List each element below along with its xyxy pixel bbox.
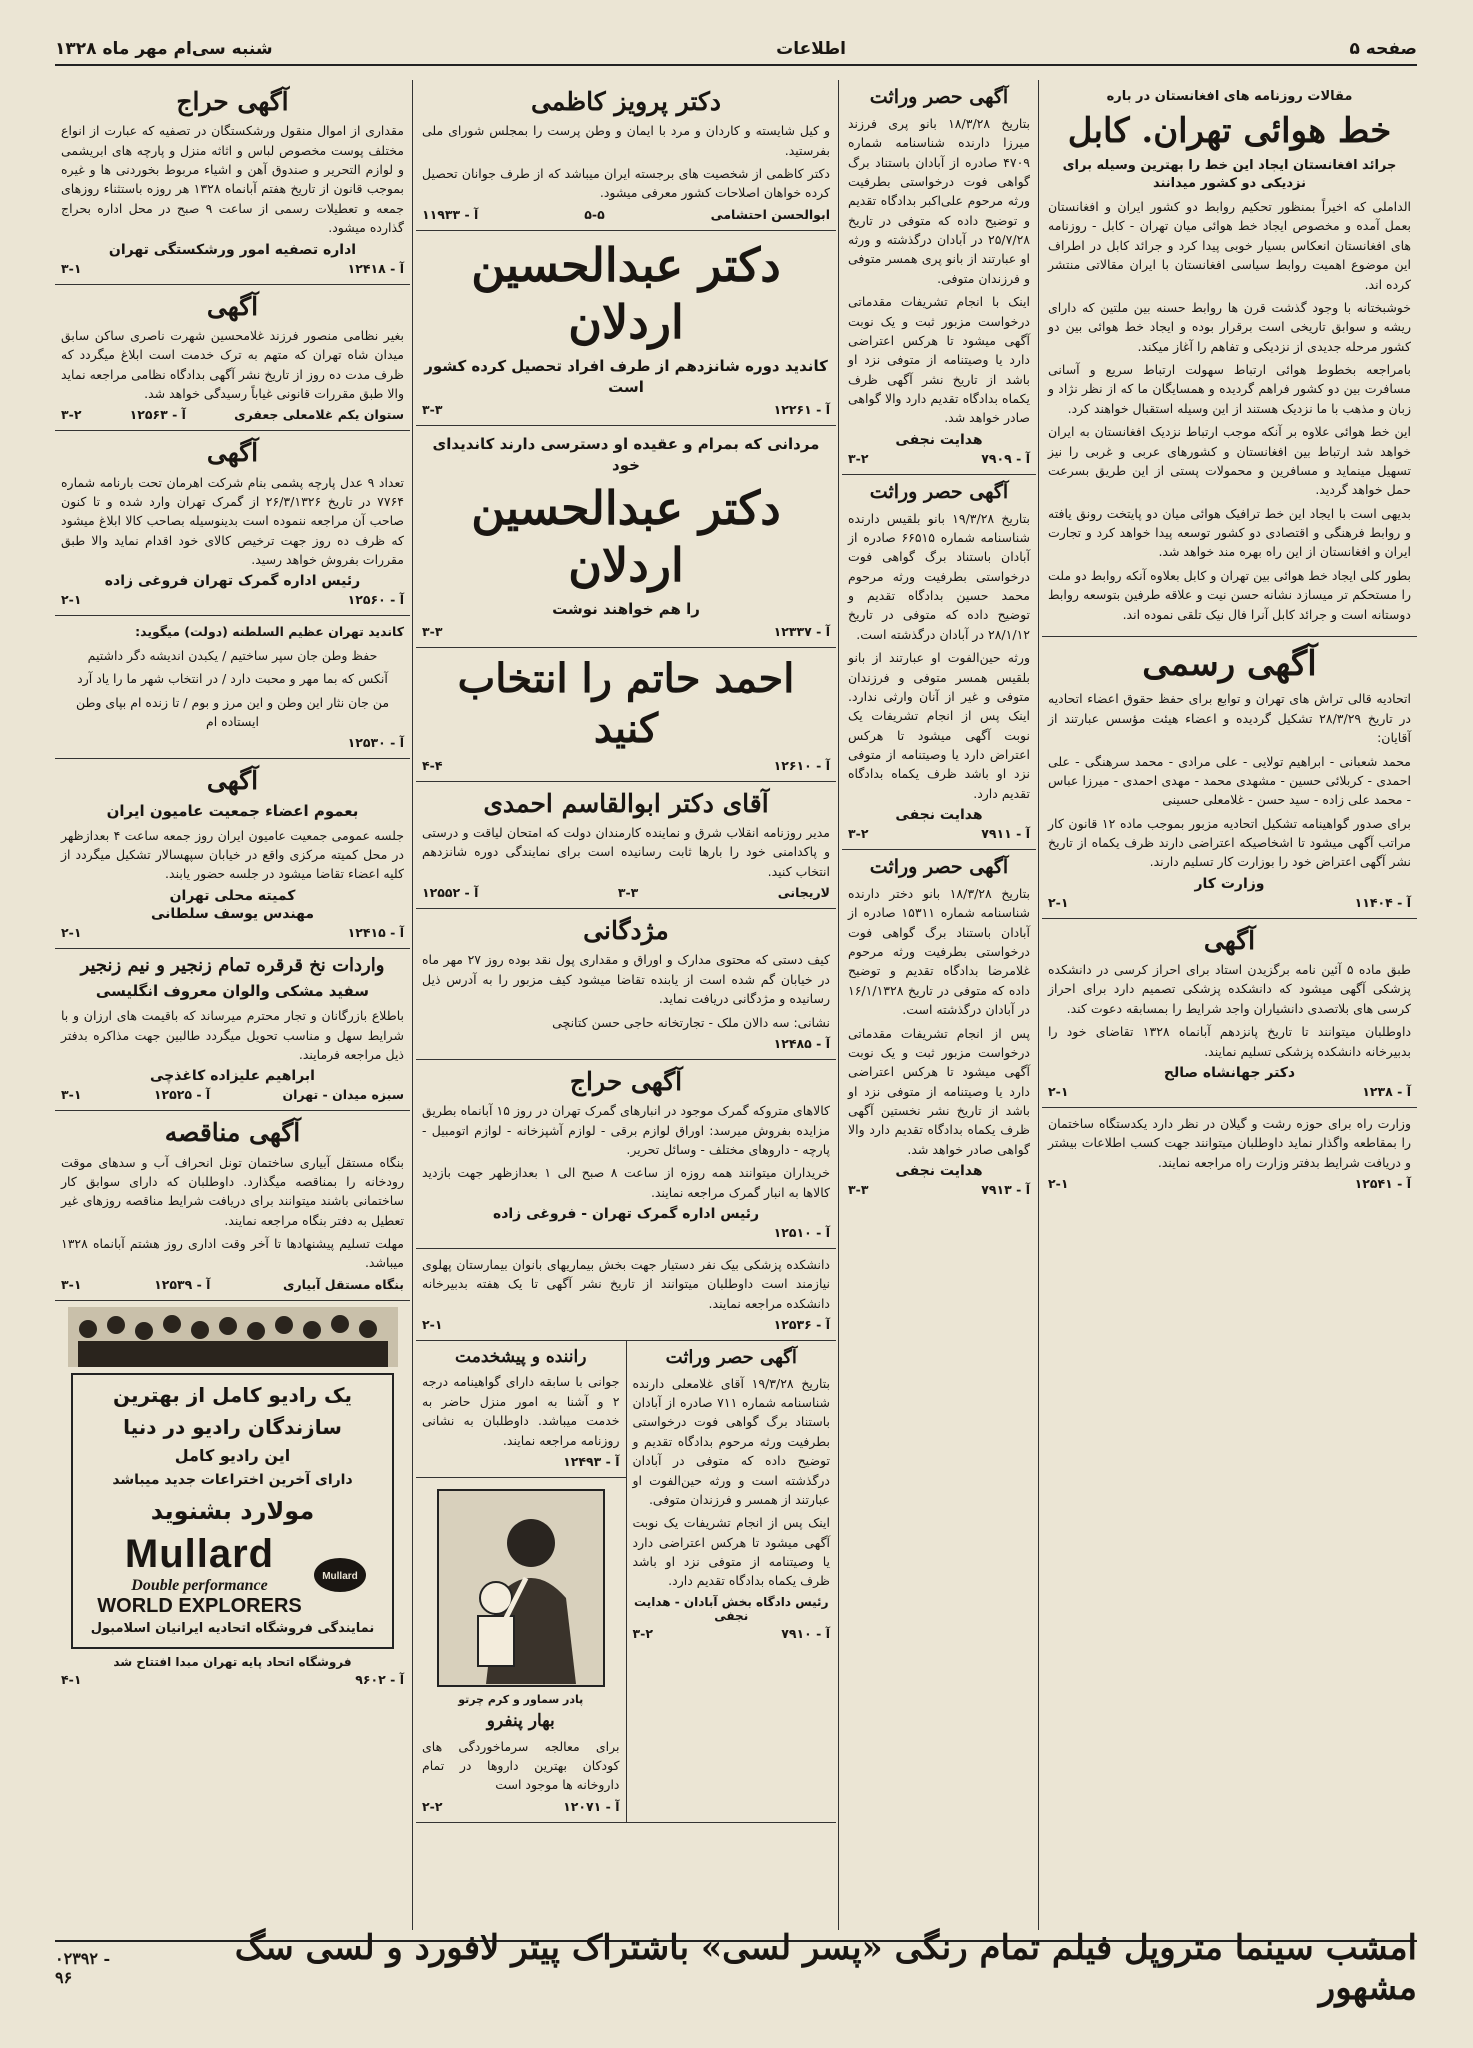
ad-mullard-radio bbox=[55, 1301, 410, 1695]
ad-code: آ - ۱۲۴۹۳ bbox=[563, 1453, 620, 1469]
ad-code: آ - ۱۲۵۴۱ bbox=[1354, 1176, 1411, 1192]
article-paragraph: بامراجعه بخطوط هوائی ارتباط سهولت ارتباط سریع و آسانی مسافرت بین دو کشور فراهم گردیده و همسایگان ما که از نظر نژاد و زبان و مذهب با ما نزدیک هستند از این وسیله استقبال خواهند کرد. bbox=[1048, 362, 1411, 416]
article-airline bbox=[1042, 80, 1417, 637]
ad-title: آگهی bbox=[206, 766, 259, 796]
ad-paragraph: برای معالجه سرماخوردگی های کودکان بهترین داروها در تمام داروخانه ها موجود است bbox=[422, 1738, 620, 1793]
ad-run: ۲-۱ bbox=[1048, 1083, 1069, 1099]
ad-intro: مردانی که بمرام و عقیده او دسترسی دارند کاندیدای خود bbox=[432, 434, 820, 474]
ad-code: آ - ۱۲۵۳۹ bbox=[154, 1276, 211, 1292]
ad-code: آ - ۱۱۹۳۳ bbox=[422, 206, 479, 222]
column-left bbox=[55, 80, 410, 1930]
ad-paragraph: بتاریخ ۱۹/۳/۲۸ آقای غلامعلی دارنده شناسنامه شماره ۷۱۱ صادره از آبادان باستناد برگ گواهی فوت درخواستی بطرفیت ورثه مرحوم بدادگاه تقدیم و توضیح داده که متوفی در آبادان درگذشته است و ورثه حین‌الفوت او عبارتند از همسر و فرزندان متوفی. bbox=[632, 1375, 830, 1507]
ad-title: آگهی bbox=[206, 291, 259, 321]
ad-signature: بنگاه مستقل آبیاری bbox=[283, 1276, 404, 1292]
ad-hatam bbox=[416, 648, 836, 782]
ad-signature: رئیس دادگاه بخش آبادان - هدایت نجفی bbox=[634, 1594, 829, 1623]
ad-run: ۳-۳ bbox=[617, 885, 639, 901]
column-right bbox=[1042, 80, 1417, 1930]
ad-kazemi bbox=[416, 80, 836, 231]
ad-title: واردات نخ قرقره تمام زنجیر و نیم زنجیر bbox=[80, 954, 385, 976]
ad-customs bbox=[55, 431, 410, 616]
date-line: شنبه سی‌ام مهر ماه ۱۳۲۸ bbox=[55, 39, 273, 59]
ad-title: راننده و پیشخدمت bbox=[455, 1347, 587, 1368]
article-paragraph: خوشبختانه با وجود گذشت قرن ها روابط حسنه بین ملتین که دارای ریشه و سوابق تاریخی است برقرار بوده و ایجاد خط هوائی بین دو کشور مرحله جدیدی از نزدیکی و تفاهم را آغاز میکند. bbox=[1048, 299, 1411, 354]
ad-run: ۳-۱ bbox=[61, 1276, 82, 1292]
ad-title: دکتر عبدالحسین اردلان bbox=[471, 237, 781, 350]
ad-poem bbox=[55, 616, 410, 759]
ad-code: آ - ۱۲۳۳۷ bbox=[773, 623, 830, 639]
mullard-logo-icon bbox=[312, 1555, 368, 1595]
ad-issuer: وزارت کار bbox=[1194, 875, 1265, 892]
ad-signature: دکتر جهانشاه صالح bbox=[1163, 1064, 1296, 1081]
ad-title: آگهی حصر وراثت bbox=[869, 86, 1009, 108]
split-left bbox=[416, 1341, 626, 1822]
ad-meta bbox=[422, 1317, 830, 1332]
ad-title: آگهی مناقصه bbox=[164, 1118, 301, 1148]
ad-paragraph: وزارت راه برای حوزه رشت و گیلان در نظر دارد یکدستگاه ساختمان را بمقاطعه واگذار نماید داوطلبان میتوانند جهت کسب اطلاعات بیشتر و دریافت شرایط بدفتر وزارت راه مراجعه نمایند. bbox=[1048, 1115, 1411, 1170]
ad-meta bbox=[848, 1182, 1030, 1197]
ad-ahmadi bbox=[416, 782, 836, 909]
ad-verse: من جان نثار این وطن و این مرز و بوم / تا زنده ام بپای وطن ایستاده ام bbox=[75, 694, 390, 729]
ad-paragraph: پس از انجام تشریفات مقدماتی درخواست مزبور ثبت و یک نوبت آگهی میشود تا هرکس اعتراضی دارد یا وصیتنامه از متوفی نزد او باشد از تاریخ نشر نخستین آگهی ظرف یکماه بدادگاه تقدیم دارد والا گواهی صادر خواهد شد. bbox=[848, 1025, 1030, 1157]
ad-code: آ - ۱۱۴۰۴ bbox=[1354, 894, 1411, 910]
ad-run: ۳-۳ bbox=[422, 401, 443, 417]
ad-code: آ - ۱۲۵۶۳ bbox=[129, 407, 186, 423]
page-header bbox=[55, 34, 1417, 66]
ad-inheritance-1 bbox=[842, 80, 1036, 475]
mullard-series: WORLD EXPLORERS bbox=[97, 1595, 302, 1618]
mullard-panel bbox=[71, 1373, 394, 1649]
ad-paragraph: کاندید تهران عظیم السلطنه (دولت) میگوید: bbox=[135, 624, 404, 640]
ad-meta bbox=[61, 735, 404, 750]
ad-title: آگهی رسمی bbox=[1142, 643, 1317, 684]
ad-meta bbox=[422, 1225, 830, 1240]
ad-caption: پادر سماور و کرم چرتو bbox=[458, 1692, 584, 1706]
ad-meta bbox=[1048, 895, 1411, 910]
cinema-banner-code: ۰۲۳۹۲ - ۹۶ bbox=[55, 1949, 111, 1987]
ad-meta bbox=[61, 407, 404, 422]
article-paragraph: الداملی که اخیراً بمنظور تحکیم روابط دو کشور ایران و افغانستان بعمل آمده و مخصوص ایجاد خط هوائی میان تهران - کابل - روزنامه های افغانستان انعکاس بسیار خوبی پیدا کرد و جرائد کابل در اطراف این موضوع اهمیت روابط سیاسی افغانستان با ایران مقالاتی منتشر کرده اند. bbox=[1048, 199, 1411, 292]
crowd-illustration bbox=[61, 1307, 404, 1367]
page-label: صفحه ۵ bbox=[1349, 39, 1417, 59]
ad-code: آ - ۱۲۵۵۲ bbox=[422, 885, 479, 901]
mullard-brand-row bbox=[77, 1532, 388, 1618]
ad-code: آ - ۷۹۱۳ bbox=[981, 1182, 1030, 1198]
ad-code: آ - ۱۲۲۶۱ bbox=[773, 401, 830, 417]
ad-meta bbox=[61, 1277, 404, 1292]
ad-subtitle: سفید مشکی والوان معروف انگلیسی bbox=[95, 982, 370, 1001]
ad-run: ۳-۱ bbox=[61, 260, 82, 276]
ad-run: ۴-۴ bbox=[422, 757, 443, 773]
ad-title: آگهی bbox=[1203, 925, 1256, 955]
ad-driver bbox=[416, 1341, 626, 1478]
ad-run: ۴-۱ bbox=[61, 1671, 82, 1687]
mullard-line: این رادیو کامل bbox=[174, 1445, 291, 1465]
mullard-line: دارای آخرین اختراعات جدید میباشد bbox=[112, 1472, 353, 1489]
ad-meta bbox=[1048, 1176, 1411, 1191]
ad-meta bbox=[422, 624, 830, 639]
ad-title: آگهی bbox=[206, 438, 259, 468]
ad-meta bbox=[422, 1799, 620, 1814]
ad-signature: ستوان یکم غلامعلی جعفری bbox=[234, 407, 404, 423]
ad-paragraph: اینک پس از انجام تشریفات یک نوبت آگهی میشود تا هرکس اعتراضی دارد یا وصیتنامه از متوفی نزد او باشد ظرف یکماه بدادگاه تقدیم دارد. bbox=[632, 1515, 830, 1589]
article-title: خط هوائی تهران. کابل bbox=[1067, 111, 1392, 152]
ad-subtitle: کاندید دوره شانزدهم از طرف افراد تحصیل کرده کشور است bbox=[424, 356, 828, 396]
ad-medical-assistant bbox=[416, 1249, 836, 1341]
mullard-tagline: Double performance bbox=[131, 1577, 268, 1595]
ad-paragraph: خریداران میتوانند همه روزه از ساعت ۸ صبح الی ۱ بعدازظهر جهت بازدید کالاها به انبار گمرک مراجعه نمایند. bbox=[422, 1165, 830, 1200]
ad-inheritance-3 bbox=[842, 850, 1036, 1205]
mullard-agent: نمایندگی فروشگاه اتحادیه ایرانیان اسلامبول bbox=[90, 1621, 375, 1637]
column-rule bbox=[1038, 80, 1039, 1930]
ad-paragraph: مقداری از اموال منقول ورشکستگان در تصفیه که عبارت از انواع مختلف پوست مخصوص لباس و اثاثه منزل و پارچه های ابریشمی و لوازم التحریر و صندوق آهن و اشیاء مربوط بخوردنی ها و غیره بموجب قانون از تاریخ هفتم آبانماه ۱۳۲۸ هر روزه باستثناء روزهای جمعه و تعطیلات رسمی از ساعت ۹ صبح در محل اداره بحراج گذارده میشود. bbox=[61, 123, 404, 236]
article-paragraph: بدیهی است با ایجاد این خط ترافیک هوائی میان دو پایتخت رونق یافته و روابط فرهنگی و اقتصادی دو کشور توسعه پیدا خواهد کرد و تجارت ایران و افغانستان از این راه بهره مند خواهد شد. bbox=[1048, 505, 1411, 560]
ad-meta bbox=[848, 451, 1030, 466]
ad-meta bbox=[422, 207, 830, 222]
ad-signature: رئیس اداره گمرک تهران فروغی زاده bbox=[104, 573, 361, 590]
mullard-brand: Mullard bbox=[124, 1532, 275, 1577]
ad-run: ۲-۱ bbox=[422, 1317, 443, 1333]
ad-signature: ابوالحسن احتشامی bbox=[710, 206, 830, 222]
ad-ardalan-1 bbox=[416, 231, 836, 426]
ad-paragraph: ورثه حین‌الفوت او عبارتند از بانو بلقیس همسر متوفی و فرزندان متوفی و غیر از آنان وارثی ندارد. اینک پس از انجام تشریفات یک نوبت آگهی میشود تا هرکس اعتراض دارد یا وصیتنامه از متوفی نزد او باشد ظرف یکماه بدادگاه تقدیم دارد. bbox=[848, 650, 1030, 801]
ad-paragraph: نشانی: سه دالان ملک - تجارتخانه حاجی حسن کتانچی bbox=[552, 1014, 830, 1030]
ad-meta bbox=[1048, 1084, 1411, 1099]
ad-run: ۲-۲ bbox=[422, 1798, 443, 1814]
column-middle-right bbox=[842, 80, 1036, 1930]
ad-paragraph: بتاریخ ۱۸/۳/۲۸ بانو دختر دارنده شناسنامه شماره ۱۵۳۱۱ صادره از آبادان باستناد برگ گواهی فوت درخواستی بطرفیت ورثه مرحوم غلامرضا بدادگاه تقدیم و توضیح داده که متوفی در تاریخ ۱۶/۱/۱۳۲۸ در آبادان درگذشته است. bbox=[848, 885, 1030, 1018]
ad-meta bbox=[422, 885, 830, 900]
mullard-shop: فروشگاه اتحاد پایه تهران مبدا افتتاح شد bbox=[113, 1654, 352, 1669]
ad-signature: اداره تصفیه امور ورشکستگی تهران bbox=[108, 241, 357, 258]
ad-sub-signature: سبزه میدان - تهران bbox=[282, 1087, 404, 1103]
ad-title: آقای دکتر ابوالقاسم احمدی bbox=[483, 788, 769, 818]
ad-code: آ - ۱۲۴۸۵ bbox=[773, 1035, 830, 1051]
ad-run: ۳-۳ bbox=[848, 1182, 869, 1198]
ad-paragraph: طبق ماده ۵ آئین نامه برگزیدن استاد برای احراز کرسی در دانشکده پزشکی آگهی میشود که دانشکده پزشکی تصمیم دارد برای احراز کرسی های بلاتصدی دانشیاران واجد شرایط را بمسابقه دعوت کند. bbox=[1048, 962, 1411, 1016]
ad-reward bbox=[416, 909, 836, 1060]
ad-meta bbox=[422, 1454, 620, 1469]
ad-title: دکتر پرویز کاظمی bbox=[530, 87, 722, 116]
ad-title: آگهی حصر وراثت bbox=[869, 856, 1009, 879]
ad-code: آ - ۹۶۰۲ bbox=[355, 1671, 404, 1687]
ad-meta bbox=[61, 1087, 404, 1102]
ad-run: ۳-۳ bbox=[422, 623, 443, 639]
mother-child-illustration bbox=[422, 1488, 620, 1688]
ad-signature: رئیس اداره گمرک تهران - فروغی زاده bbox=[492, 1206, 760, 1222]
ad-meta bbox=[61, 925, 404, 940]
mullard-fa-brand: مولارد بشنوید bbox=[150, 1496, 315, 1525]
ad-title: احمد حاتم را انتخاب کنید bbox=[457, 654, 795, 752]
ad-code: آ - ۷۹۰۹ bbox=[981, 450, 1030, 466]
ad-code: آ - ۱۲۵۶۰ bbox=[347, 592, 404, 608]
ad-code: آ - ۷۹۱۰ bbox=[781, 1625, 830, 1641]
ad-title: دکتر عبدالحسین اردلان bbox=[471, 480, 781, 593]
ad-tender bbox=[55, 1111, 410, 1301]
ad-paragraph: اینک با انجام تشریفات مقدماتی درخواست مزبور ثبت و یک نوبت آگهی میشود تا هرکس اعتراضی دارد یا وصیتنامه از متوفی نزد او باشد از تاریخ نشر آگهی ظرف یکماه بدادگاه تقدیم دارد والا گواهی صادر خواهد شد. bbox=[848, 294, 1030, 426]
ad-paragraph: جوانی با سابقه دارای گواهینامه درجه ۲ و آشنا به امور منزل حاضر به خدمت میباشد. داوطلبان به نشانی روزنامه مراجعه نمایند. bbox=[422, 1374, 620, 1448]
ad-signature: مهندس یوسف سلطانی bbox=[150, 905, 315, 922]
ad-paragraph: جلسه عمومی جمعیت عامیون ایران روز جمعه ساعت ۴ بعدازظهر در محل کمیته مرکزی واقع در خیابان سپهسالار تشکیل میگردد از کلیه اعضاء تقاضا میشود در جلسه حضور یابند. bbox=[61, 827, 404, 882]
ad-subtitle: بعموم اعضاء جمعیت عامیون ایران bbox=[106, 801, 359, 820]
ad-meta bbox=[61, 261, 404, 276]
ad-run: ۲-۱ bbox=[61, 592, 82, 608]
article-subtitle: جرائد افغانستان ایجاد این خط را بهترین وسیله برای نزدیکی دو کشور میدانند bbox=[1062, 157, 1397, 191]
ad-code: آ - ۱۲۴۱۵ bbox=[347, 924, 404, 940]
ad-paragraph: بتاریخ ۱۸/۳/۲۸ بانو پری فرزند میرزا دارنده شناسنامه شماره ۴۷۰۹ صادره از آبادان باستناد برگ گواهی فوت درخواستی بطرفیت ورثه مرحوم علی‌اکبر بدادگاه تقدیم و توضیح داده که متوفی در تاریخ ۲۵/۷/۲۸ در آبادان درگذشته و ورثه او عبارتند از بانو پری همسر متوفی و فرزندان متوفی. bbox=[848, 115, 1030, 286]
ad-paragraph: مهلت تسلیم پیشنهادها تا آخر وقت اداری روز هشتم آبانماه ۱۳۲۸ میباشد. bbox=[61, 1236, 404, 1271]
ad-paragraph: بنگاه مستقل آبیاری ساختمان تونل انحراف آب و سدهای موقت رودخانه را بمناقصه میگذارد. داوطلبان که دارای سوابق کار ساختمانی باشند میتوانند برای دریافت شرایط مناقصه روزهای غیر تعطیل به دفتر بنگاه مراجعه نمایند. bbox=[61, 1154, 404, 1228]
ad-association bbox=[55, 759, 410, 948]
ad-run: ۲-۱ bbox=[1048, 894, 1069, 910]
ad-verse: آنکس که بما مهر و محبت دارد / در انتخاب شهر ما را یاد آرد bbox=[77, 671, 388, 687]
ad-run: ۲-۱ bbox=[1048, 1176, 1069, 1192]
ad-paragraph: بتاریخ ۱۹/۳/۲۸ بانو بلقیس دارنده شناسنامه شماره ۶۶۵۱۵ صادره از آبادان باستناد برگ گواهی فوت درخواستی بطرفیت ورثه مرحوم محمد حسین بدادگاه تقدیم و توضیح داده که متوفی در تاریخ ۲۸/۱/۱۲ در آبادان درگذشته است. bbox=[848, 510, 1030, 642]
ad-code: آ - ۱۲۵۲۵ bbox=[153, 1087, 211, 1103]
mullard-line: سازندگان رادیو در دنیا bbox=[123, 1414, 342, 1439]
ad-inheritance-2 bbox=[842, 475, 1036, 850]
ad-run: ۳-۲ bbox=[61, 407, 82, 423]
ad-meta bbox=[422, 758, 830, 773]
ad-meta bbox=[422, 1036, 830, 1051]
ad-paragraph: دکتر کاظمی از شخصیت های برجسته ایران میباشد که از طرف جوانان تحصیل کرده خواهان اصلاحات کشور معرفی میشود. bbox=[422, 166, 830, 201]
split-right bbox=[626, 1341, 837, 1822]
ad-paragraph: دانشکده پزشکی بیک نفر دستیار جهت بخش بیماریهای بانوان بیمارستان پهلوی نیازمند است داوطلبان میتوانند از تاریخ نشر آگهی تا یک هفته بدبیرخانه دانشکده مراجعه نمایند. bbox=[422, 1257, 830, 1311]
ad-bankruptcy-auction bbox=[55, 80, 410, 285]
ad-signature: لاریجانی bbox=[777, 885, 830, 901]
ad-paragraph: باطلاع بازرگانان و تجار محترم میرساند که باقیمت های ارزان و با شرایط سهل و مناسب تحویل میگردد طالبین جهت مذاکره بدفتر ذیل مراجعه فرمایند. bbox=[61, 1008, 404, 1062]
ad-code: آ - ۱۲۰۷۱ bbox=[563, 1798, 620, 1814]
ad-signature: هدایت نجفی bbox=[895, 807, 983, 824]
ad-run: ۳-۲ bbox=[848, 826, 869, 842]
cinema-banner-text: امشب سینما متروپل فیلم تمام رنگی «پسر لسی» باشتراک پیتر لافورد و لسی سگ مشهور bbox=[234, 1928, 1417, 2008]
column-rule bbox=[838, 80, 839, 1930]
cinema-banner bbox=[55, 1928, 1417, 2008]
ad-run: ۲-۱ bbox=[61, 924, 82, 940]
ad-official bbox=[1042, 637, 1417, 919]
article-paragraph: این خط هوائی علاوه بر آنکه موجب ارتباط نزدیک افغانستان به ایران خواهد شد ارتباط بین افغانستان و کشورهای عربی و غربی را نیز تسهیل مینماید و مسافرین و محمولات پستی از این طریق بسرعت حمل خواهد گردید. bbox=[1048, 424, 1411, 498]
mullard-line: یک رادیو کامل از بهترین bbox=[112, 1382, 353, 1407]
ad-paragraph: محمد شعبانی - ابراهیم تولایی - علی مرادی - محمد سرهنگی - علی احمدی - کربلائی حسین - مشهدی محمد - مهدی احمدی - میرزا عباس - محمد علی زاده - سید حسن - غلامعلی حسینی bbox=[1048, 753, 1411, 808]
ad-code: آ - ۱۲۳۸ bbox=[1362, 1083, 1411, 1099]
ad-paragraph: اتحادیه قالی تراش های تهران و توابع برای حفظ حقوق اعضاء اتحادیه در تاریخ ۲۸/۳/۲۹ تشکیل گردیده و اعضاء هیئت مؤسس عبارتند از آقایان: bbox=[1048, 691, 1411, 746]
ad-title: آگهی حراج bbox=[569, 1066, 683, 1096]
ad-inheritance-4 bbox=[627, 1341, 837, 1649]
ad-thread bbox=[55, 949, 410, 1112]
ad-paragraph: کالاهای متروکه گمرک موجود در انبارهای گمرک تهران در روز ۱۵ آبانماه بطریق مزایده بفروش میرسد: اوراق لوازم برقی - لوازم آشپزخانه - لوازم اتومبیل - پارچه - داروهای مختلف - وسائل تحریر. bbox=[422, 1103, 830, 1157]
column-middle-left bbox=[416, 80, 836, 1930]
ad-paragraph: داوطلبان میتوانند تا تاریخ پانزدهم آبانماه ۱۳۲۸ تقاضای خود را بدبیرخانه دانشکده پزشکی تسلیم نمایند. bbox=[1048, 1024, 1412, 1059]
ad-roads-ministry bbox=[1042, 1108, 1417, 1199]
ad-paragraph: مدیر روزنامه انقلاب شرق و نماینده کارمندان دولت که امتحان لیاقت و درستی و پاکدامنی خود را بارها ثابت رسانیده است برای نمایندگی دوره شانزدهم انتخاب کنید. bbox=[422, 825, 830, 879]
ad-customs-auction bbox=[416, 1060, 836, 1249]
ad-signature: هدایت نجفی bbox=[895, 431, 983, 448]
ad-signature: هدایت نجفی bbox=[895, 1163, 983, 1180]
article-kicker: مقالات روزنامه های افغانستان در باره bbox=[1106, 89, 1353, 104]
ad-subtitle: را هم خواهند نوشت bbox=[552, 599, 700, 618]
ad-run: ۳-۲ bbox=[632, 1625, 653, 1641]
ad-meta bbox=[422, 402, 830, 417]
paper-name: اطلاعات bbox=[776, 39, 846, 59]
ad-run: ۳-۲ bbox=[848, 450, 869, 466]
ad-paragraph: برای صدور گواهینامه تشکیل اتحادیه مزبور بموجب ماده ۱۲ قانون کار مراتب آگهی میشود تا اشخاصیکه اعتراضی دارند ظرف یکماه از تاریخ نشر آگهی اعتراض خود را بوزارت کار تسلیم دارند. bbox=[1048, 815, 1411, 870]
ad-paragraph: کیف دستی که محتوی مدارک و اوراق و مقداری پول نقد بوده روز ۲۷ مهر ماه در خیابان گم شده است از یابنده تقاضا میشود کیف مزبور را به آدرس ذیل رسانیده و مژدگانی دریافت نماید. bbox=[422, 952, 831, 1007]
ad-title: بهار پنفرو bbox=[486, 1711, 555, 1732]
article-paragraph: بطور کلی ایجاد خط هوائی بین تهران و کابل بعلاوه آنکه روابط دو ملت را مستحکم تر میسازد نشانه حسن نیت و علاقه طرفین بتوسعه روابط دوستانه است و جرائد کابل آنرا فال نیک تلقی نموده اند. bbox=[1048, 567, 1411, 622]
ad-medical-school bbox=[1042, 919, 1417, 1108]
ad-paragraph: تعداد ۹ عدل پارچه پشمی بنام شرکت اهرمان تحت بارنامه شماره ۷۷۶۴ در تاریخ ۲۶/۳/۱۳۲۶ از گمرک تهران وارد شده و تا کنون صاحب آن مراجعه ننموده است بدینوسیله بصاحب کالا ابلاغ میشود که ظرف ده روز جهت ترخیص کالای خود اقدام نماید والا طبق مقررات بفروش خواهد رسید. bbox=[61, 474, 404, 567]
ad-signature: ابراهیم علیزاده کاغذچی bbox=[150, 1068, 315, 1085]
ad-cold-medicine bbox=[416, 1478, 626, 1822]
ad-title: آگهی حصر وراثت bbox=[869, 480, 1009, 503]
ad-code: آ - ۱۲۴۱۸ bbox=[347, 260, 404, 276]
ad-meta bbox=[61, 1672, 404, 1687]
bottom-split bbox=[416, 1341, 836, 1823]
ad-verse: حفظ وطن جان سپر ساختیم / یکبدن اندیشه دگر داشتیم bbox=[87, 647, 378, 663]
ad-military bbox=[55, 285, 410, 432]
ad-run: ۵-۵ bbox=[584, 206, 605, 222]
ad-code: آ - ۱۲۵۱۰ bbox=[773, 1225, 830, 1240]
ad-meta bbox=[848, 826, 1030, 841]
column-rule bbox=[412, 80, 413, 1930]
ad-meta bbox=[61, 592, 404, 607]
svg-text:Mullard: Mullard bbox=[321, 1571, 358, 1583]
ad-paragraph: بغیر نظامی منصور فرزند غلامحسین شهرت ناصری ساکن سابق میدان شاه تهران که متهم به ترک خدمت است ابلاغ میگردد که ظرف مدت ده روز از تاریخ نشر آگهی بدادگاه نظامی مراجعه نماید والا طبق مقررات قانونی غیاباً رسیدگی خواهد شد. bbox=[61, 327, 404, 401]
ad-title: مژدگانی bbox=[583, 916, 669, 946]
ad-code: آ - ۱۲۵۳۶ bbox=[773, 1317, 830, 1333]
ad-ardalan-2 bbox=[416, 426, 836, 648]
ad-sub-signature: کمیته محلی تهران bbox=[169, 887, 296, 904]
ad-paragraph: و کیل شایسته و کاردان و مرد با ایمان و وطن پرست را بمجلس شورای ملی بفرستید. bbox=[422, 123, 830, 158]
ad-code: آ - ۱۲۶۱۰ bbox=[773, 757, 830, 773]
ad-title: آگهی حصر وراثت bbox=[665, 1347, 797, 1369]
ad-run: ۳-۱ bbox=[61, 1087, 82, 1103]
ad-title: آگهی حراج bbox=[176, 87, 289, 116]
ad-meta bbox=[633, 1626, 831, 1641]
ad-code: آ - ۱۲۵۳۰ bbox=[347, 735, 404, 751]
ad-code: آ - ۷۹۱۱ bbox=[981, 826, 1030, 842]
